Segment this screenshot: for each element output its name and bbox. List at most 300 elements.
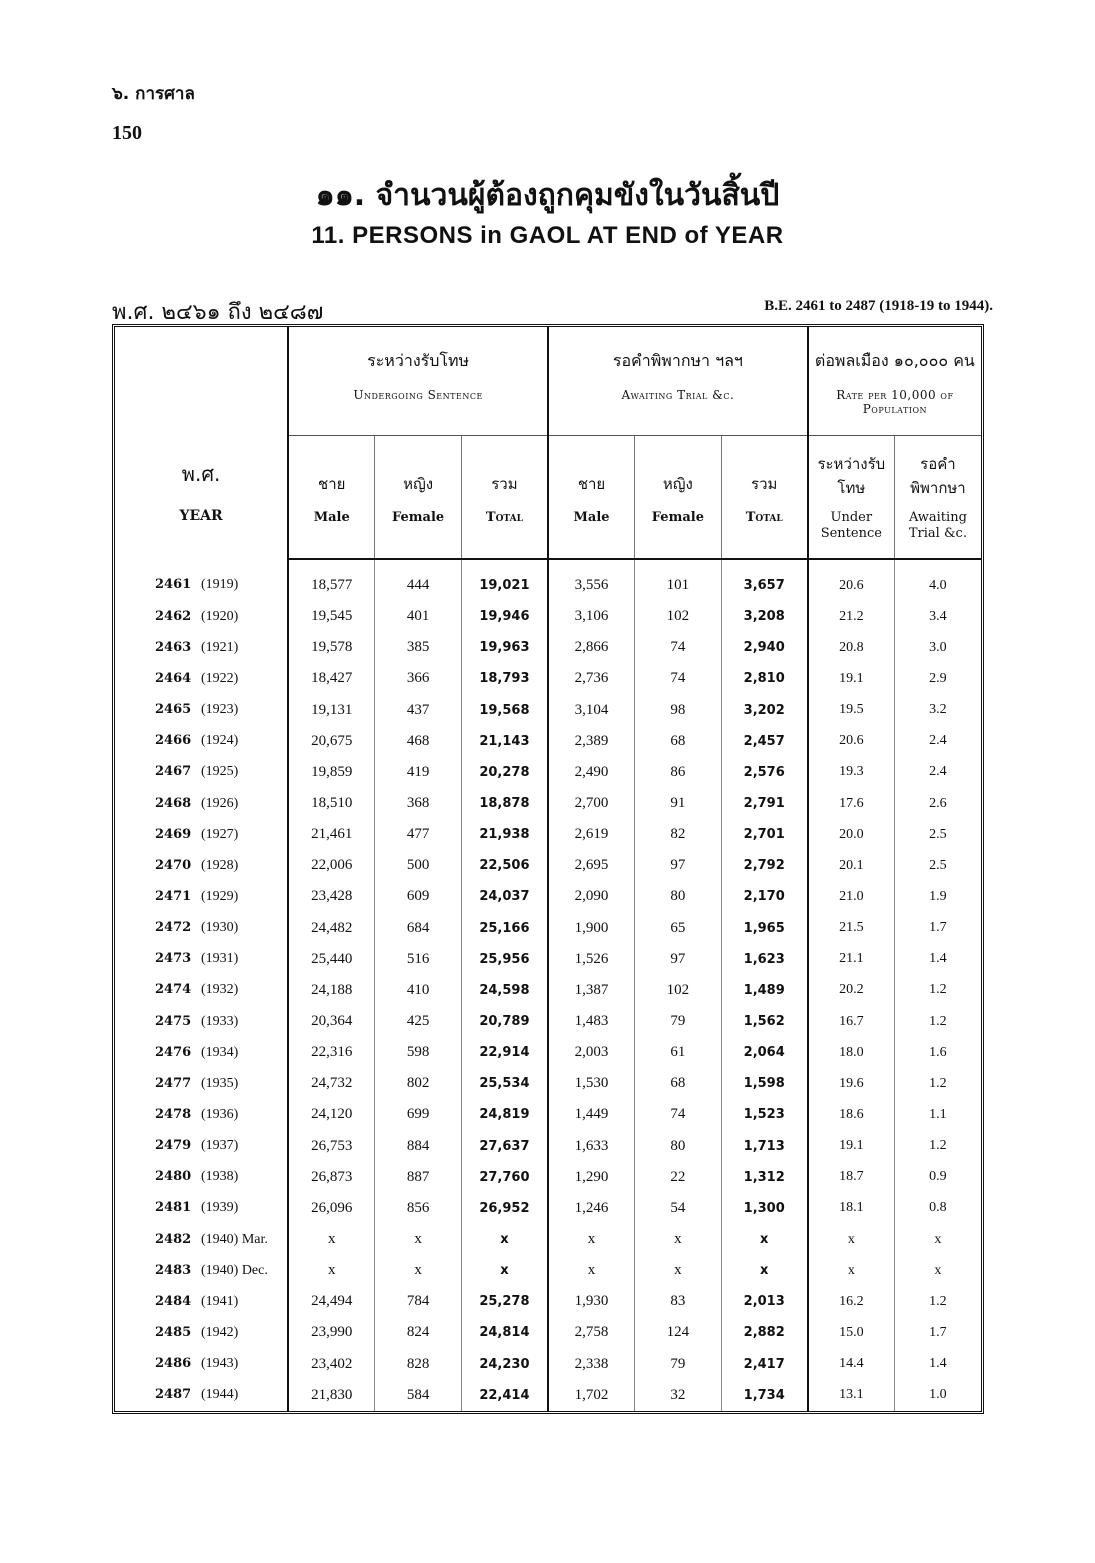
awaiting-female-cell: 79 [635,1349,722,1380]
undergoing-total-cell: 19,963 [461,632,548,663]
awaiting-female-cell: 65 [635,913,722,944]
rate-under-sentence-cell: 19.6 [808,1068,895,1099]
undergoing-female-cell: 516 [375,944,462,975]
year-cell [115,1286,288,1317]
undergoing-total-cell: x [461,1255,548,1286]
awaiting-male-cell: x [548,1224,635,1255]
group-awaiting-thai: รอคำพิพากษา ฯลฯ [612,351,743,370]
undergoing-male-cell: x [288,1255,375,1286]
undergoing-male-cell: 24,732 [288,1068,375,1099]
awaiting-male-cell: 2,758 [548,1317,635,1348]
awaiting-female-cell: 97 [635,850,722,881]
undergoing-female-cell: 856 [375,1193,462,1224]
rate-under-sentence-cell: 19.3 [808,757,895,788]
common-era-year: (1937) [201,1138,239,1154]
common-era-year: (1934) [201,1044,239,1060]
awaiting-total-cell: 1,312 [721,1162,808,1193]
table-row [115,850,981,881]
rate-under-sentence-cell: 20.0 [808,819,895,850]
rate-awaiting-trial-cell: 1.2 [894,1131,981,1162]
undergoing-total-cell: 24,819 [461,1099,548,1130]
undergoing-female-cell: 828 [375,1349,462,1380]
undergoing-male-cell: 23,428 [288,881,375,912]
undergoing-female-cell: 425 [375,1006,462,1037]
undergoing-total-cell: 24,598 [461,975,548,1006]
awaiting-male-cell: 2,866 [548,632,635,663]
rate-awaiting-trial-cell: 0.8 [894,1193,981,1224]
undergoing-total-cell: x [461,1224,548,1255]
year-cell [115,1068,288,1099]
year-cell [115,1193,288,1224]
rate-under-sentence-cell: 20.1 [808,850,895,881]
common-era-year: (1929) [201,888,239,904]
table-row [115,1162,981,1193]
undergoing-female-cell: 366 [375,663,462,694]
undergoing-female-cell: 401 [375,601,462,632]
common-era-year: (1932) [201,982,239,998]
rate-awaiting-trial-cell: x [894,1255,981,1286]
awaiting-total-cell: 2,170 [721,881,808,912]
year-cell [115,975,288,1006]
subheader-undergoing-total [461,436,548,560]
undergoing-total-cell: 19,946 [461,601,548,632]
rate-under-sentence-cell: 21.0 [808,881,895,912]
undergoing-female-cell: 802 [375,1068,462,1099]
table-row [115,1380,981,1411]
rate-awaiting-trial-cell: 2.4 [894,757,981,788]
awaiting-total-cell: 2,882 [721,1317,808,1348]
undergoing-male-cell: 24,120 [288,1099,375,1130]
awaiting-female-cell: 83 [635,1286,722,1317]
year-cell [115,881,288,912]
awaiting-female-cell: x [635,1224,722,1255]
undergoing-male-cell: 19,545 [288,601,375,632]
subheader-label-thai: รวม [491,475,518,493]
year-cell [115,726,288,757]
group-header-rate [808,327,981,436]
undergoing-female-cell: 385 [375,632,462,663]
year-cell [115,1255,288,1286]
common-era-year: (1923) [201,702,239,718]
awaiting-male-cell: 2,389 [548,726,635,757]
table-row [115,757,981,788]
year-column-header [115,327,288,559]
table-title-thai: ๑๑. จำนวนผู้ต้องถูกคุมขังในวันสิ้นปี [315,178,780,213]
awaiting-female-cell: 61 [635,1037,722,1068]
subheader-label-thai: หญิง [662,475,693,493]
undergoing-male-cell: 24,482 [288,913,375,944]
common-era-year: (1927) [201,826,239,842]
undergoing-female-cell: 884 [375,1131,462,1162]
rate-awaiting-trial-cell: 2.5 [894,819,981,850]
group-rate-english: Rate per 10,000 of Population [836,388,954,416]
awaiting-female-cell: 68 [635,1068,722,1099]
rate-awaiting-trial-cell: 2.6 [894,788,981,819]
subheader-label-thai: ชาย [318,475,346,493]
table-row [115,632,981,663]
undergoing-male-cell: 23,402 [288,1349,375,1380]
rate-awaiting-trial-cell: 1.2 [894,975,981,1006]
buddhist-era-year: 2467 [155,764,192,780]
year-cell [115,850,288,881]
awaiting-male-cell: 2,700 [548,788,635,819]
common-era-year: (1942) [201,1324,239,1340]
undergoing-male-cell: 21,830 [288,1380,375,1411]
common-era-year: (1919) [201,577,239,593]
awaiting-male-cell: 3,556 [548,559,635,601]
statistics-table [112,324,984,1414]
undergoing-male-cell: 22,316 [288,1037,375,1068]
subheader-label-english: Total [745,510,783,525]
buddhist-era-year: 2485 [155,1324,192,1340]
rate-awaiting-trial-cell: 1.9 [894,881,981,912]
common-era-year: (1928) [201,857,239,873]
awaiting-total-cell: x [721,1255,808,1286]
table-title-english: 11. PERSONS in GAOL AT END of YEAR [311,222,784,249]
year-cell [115,663,288,694]
year-cell [115,601,288,632]
undergoing-male-cell: 26,873 [288,1162,375,1193]
undergoing-total-cell: 21,143 [461,726,548,757]
undergoing-male-cell: 18,577 [288,559,375,601]
awaiting-total-cell: 1,623 [721,944,808,975]
undergoing-female-cell: 699 [375,1099,462,1130]
awaiting-male-cell: 2,619 [548,819,635,850]
awaiting-male-cell: 1,246 [548,1193,635,1224]
table-row [115,1006,981,1037]
awaiting-total-cell: 2,064 [721,1037,808,1068]
undergoing-female-cell: 609 [375,881,462,912]
awaiting-female-cell: 68 [635,726,722,757]
table-row [115,944,981,975]
awaiting-total-cell: 1,523 [721,1099,808,1130]
awaiting-total-cell: 3,657 [721,559,808,601]
year-header-thai: พ.ศ. [181,462,221,486]
awaiting-total-cell: 1,300 [721,1193,808,1224]
undergoing-male-cell: 19,859 [288,757,375,788]
undergoing-total-cell: 19,568 [461,695,548,726]
awaiting-male-cell: 2,736 [548,663,635,694]
subheader-awaiting-total [721,436,808,560]
buddhist-era-year: 2487 [155,1387,192,1403]
awaiting-total-cell: 3,202 [721,695,808,726]
undergoing-total-cell: 22,914 [461,1037,548,1068]
rate-awaiting-trial-cell: 1.2 [894,1006,981,1037]
undergoing-male-cell: 19,131 [288,695,375,726]
awaiting-male-cell: 1,526 [548,944,635,975]
common-era-year: (1930) [201,920,239,936]
undergoing-total-cell: 27,637 [461,1131,548,1162]
undergoing-male-cell: 19,578 [288,632,375,663]
undergoing-female-cell: 437 [375,695,462,726]
year-cell [115,1224,288,1255]
group-undergoing-english: Undergoing Sentence [353,388,483,402]
awaiting-total-cell: 2,013 [721,1286,808,1317]
group-rate-thai: ต่อพลเมือง ๑๐,๐๐๐ คน [814,351,975,370]
undergoing-total-cell: 27,760 [461,1162,548,1193]
buddhist-era-year: 2472 [155,920,192,936]
subheader-label-thai: ระหว่างรับโทษ [817,455,886,497]
undergoing-total-cell: 19,021 [461,559,548,601]
undergoing-total-cell: 25,956 [461,944,548,975]
undergoing-male-cell: 20,364 [288,1006,375,1037]
subheader-label-english: Male [313,510,350,525]
awaiting-male-cell: 1,702 [548,1380,635,1411]
year-cell [115,695,288,726]
rate-awaiting-trial-cell: 1.2 [894,1286,981,1317]
awaiting-total-cell: 2,457 [721,726,808,757]
rate-awaiting-trial-cell: 3.0 [894,632,981,663]
awaiting-male-cell: 2,003 [548,1037,635,1068]
awaiting-total-cell: 2,940 [721,632,808,663]
buddhist-era-year: 2463 [155,639,192,655]
table-row [115,881,981,912]
awaiting-female-cell: 124 [635,1317,722,1348]
subheader-label-english: Male [573,510,610,525]
awaiting-female-cell: 80 [635,1131,722,1162]
rate-awaiting-trial-cell: 1.7 [894,913,981,944]
awaiting-total-cell: 1,562 [721,1006,808,1037]
rate-under-sentence-cell: 19.1 [808,1131,895,1162]
awaiting-female-cell: 101 [635,559,722,601]
rate-under-sentence-cell: 21.2 [808,601,895,632]
table-row [115,695,981,726]
undergoing-total-cell: 24,230 [461,1349,548,1380]
rate-under-sentence-cell: 17.6 [808,788,895,819]
rate-under-sentence-cell: 16.2 [808,1286,895,1317]
undergoing-male-cell: 25,440 [288,944,375,975]
common-era-year: (1921) [201,639,239,655]
awaiting-female-cell: 98 [635,695,722,726]
period-english: B.E. 2461 to 2487 (1918-19 to 1944). [764,298,993,314]
awaiting-total-cell: 3,208 [721,601,808,632]
table-row [115,559,981,601]
awaiting-male-cell: 1,930 [548,1286,635,1317]
common-era-year: (1922) [201,670,239,686]
awaiting-female-cell: 102 [635,601,722,632]
awaiting-total-cell: 1,734 [721,1380,808,1411]
rate-under-sentence-cell: 20.6 [808,726,895,757]
awaiting-male-cell: 1,290 [548,1162,635,1193]
subheader-awaiting-male [548,436,635,560]
undergoing-total-cell: 20,789 [461,1006,548,1037]
subheader-label-english: Female [391,510,445,525]
rate-under-sentence-cell: 18.0 [808,1037,895,1068]
undergoing-male-cell: 20,675 [288,726,375,757]
rate-under-sentence-cell: 21.5 [808,913,895,944]
year-cell [115,757,288,788]
awaiting-total-cell: 1,489 [721,975,808,1006]
undergoing-male-cell: 24,188 [288,975,375,1006]
undergoing-total-cell: 18,793 [461,663,548,694]
awaiting-male-cell: 3,106 [548,601,635,632]
undergoing-total-cell: 21,938 [461,819,548,850]
subheader-label-thai: หญิง [403,475,434,493]
awaiting-total-cell: 1,713 [721,1131,808,1162]
table-body [115,559,981,1411]
table-row [115,1255,981,1286]
awaiting-total-cell: 2,792 [721,850,808,881]
buddhist-era-year: 2476 [155,1044,192,1060]
buddhist-era-year: 2481 [155,1200,192,1216]
awaiting-male-cell: x [548,1255,635,1286]
rate-under-sentence-cell: 13.1 [808,1380,895,1411]
subheader-label-english: Female [651,510,704,525]
buddhist-era-year: 2465 [155,702,192,718]
undergoing-female-cell: 598 [375,1037,462,1068]
undergoing-female-cell: 887 [375,1162,462,1193]
year-cell [115,1317,288,1348]
common-era-year: (1936) [201,1106,239,1122]
subheader-rate-under-sentence [808,436,895,560]
table-row [115,726,981,757]
undergoing-female-cell: 419 [375,757,462,788]
common-era-year: (1940) Dec. [201,1262,268,1278]
awaiting-female-cell: 32 [635,1380,722,1411]
rate-awaiting-trial-cell: 1.4 [894,944,981,975]
group-header-undergoing [288,327,548,436]
rate-under-sentence-cell: 19.5 [808,695,895,726]
rate-awaiting-trial-cell: 0.9 [894,1162,981,1193]
undergoing-female-cell: 784 [375,1286,462,1317]
awaiting-male-cell: 1,483 [548,1006,635,1037]
year-cell [115,788,288,819]
table-row [115,1037,981,1068]
awaiting-male-cell: 1,387 [548,975,635,1006]
rate-awaiting-trial-cell: 1.2 [894,1068,981,1099]
year-cell [115,1380,288,1411]
awaiting-male-cell: 2,695 [548,850,635,881]
awaiting-female-cell: 79 [635,1006,722,1037]
awaiting-female-cell: 102 [635,975,722,1006]
running-head: ๖. การศาล [112,84,195,104]
subheader-awaiting-female [635,436,722,560]
awaiting-total-cell: 2,791 [721,788,808,819]
table-row [115,601,981,632]
undergoing-total-cell: 25,278 [461,1286,548,1317]
undergoing-total-cell: 25,166 [461,913,548,944]
table-row [115,1224,981,1255]
buddhist-era-year: 2461 [155,577,192,593]
subheader-label-thai: รวม [751,475,778,493]
buddhist-era-year: 2470 [155,857,192,873]
undergoing-total-cell: 24,037 [461,881,548,912]
rate-awaiting-trial-cell: 1.6 [894,1037,981,1068]
rate-awaiting-trial-cell: 4.0 [894,559,981,601]
undergoing-total-cell: 26,952 [461,1193,548,1224]
undergoing-male-cell: x [288,1224,375,1255]
undergoing-male-cell: 26,096 [288,1193,375,1224]
undergoing-total-cell: 22,414 [461,1380,548,1411]
undergoing-male-cell: 22,006 [288,850,375,881]
awaiting-female-cell: 54 [635,1193,722,1224]
undergoing-male-cell: 23,990 [288,1317,375,1348]
undergoing-total-cell: 25,534 [461,1068,548,1099]
table-row [115,663,981,694]
undergoing-female-cell: 500 [375,850,462,881]
buddhist-era-year: 2466 [155,733,192,749]
subheader-label-english: Total [485,510,523,525]
rate-under-sentence-cell: x [808,1255,895,1286]
common-era-year: (1944) [201,1387,239,1403]
table-row [115,1099,981,1130]
year-cell [115,913,288,944]
undergoing-female-cell: 684 [375,913,462,944]
undergoing-male-cell: 24,494 [288,1286,375,1317]
awaiting-female-cell: 74 [635,632,722,663]
rate-awaiting-trial-cell: 2.5 [894,850,981,881]
year-cell [115,819,288,850]
buddhist-era-year: 2477 [155,1075,192,1091]
year-cell [115,944,288,975]
awaiting-male-cell: 2,490 [548,757,635,788]
year-cell [115,559,288,601]
rate-under-sentence-cell: 15.0 [808,1317,895,1348]
awaiting-total-cell: 2,417 [721,1349,808,1380]
awaiting-total-cell: 1,965 [721,913,808,944]
undergoing-total-cell: 22,506 [461,850,548,881]
undergoing-male-cell: 18,427 [288,663,375,694]
awaiting-female-cell: 97 [635,944,722,975]
table-row [115,819,981,850]
undergoing-total-cell: 24,814 [461,1317,548,1348]
common-era-year: (1938) [201,1169,239,1185]
awaiting-female-cell: x [635,1255,722,1286]
common-era-year: (1933) [201,1013,239,1029]
rate-under-sentence-cell: 18.7 [808,1162,895,1193]
rate-awaiting-trial-cell: 3.4 [894,601,981,632]
rate-under-sentence-cell: 20.2 [808,975,895,1006]
common-era-year: (1926) [201,795,239,811]
buddhist-era-year: 2474 [155,982,192,998]
undergoing-female-cell: 477 [375,819,462,850]
rate-under-sentence-cell: 18.6 [808,1099,895,1130]
buddhist-era-year: 2484 [155,1293,192,1309]
subheader-label-thai: รอคำพิพากษา [910,455,966,497]
table-row [115,1193,981,1224]
awaiting-female-cell: 74 [635,663,722,694]
undergoing-female-cell: 584 [375,1380,462,1411]
table-row [115,1349,981,1380]
table-row [115,1068,981,1099]
undergoing-female-cell: 368 [375,788,462,819]
year-cell [115,1349,288,1380]
buddhist-era-year: 2471 [155,888,192,904]
period-thai: พ.ศ. ๒๔๖๑ ถึง ๒๔๘๗ [112,300,324,325]
common-era-year: (1940) Mar. [201,1231,268,1247]
buddhist-era-year: 2469 [155,826,192,842]
persons-in-gaol-table [115,327,981,1411]
subheader-undergoing-female [375,436,462,560]
rate-awaiting-trial-cell: 2.9 [894,663,981,694]
undergoing-female-cell: x [375,1224,462,1255]
awaiting-male-cell: 1,900 [548,913,635,944]
buddhist-era-year: 2473 [155,951,192,967]
awaiting-male-cell: 3,104 [548,695,635,726]
table-row [115,1286,981,1317]
undergoing-female-cell: 444 [375,559,462,601]
common-era-year: (1931) [201,951,239,967]
year-cell [115,1006,288,1037]
table-row [115,913,981,944]
undergoing-male-cell: 21,461 [288,819,375,850]
buddhist-era-year: 2479 [155,1138,192,1154]
subheader-rate-awaiting-trial [894,436,981,560]
buddhist-era-year: 2478 [155,1106,192,1122]
common-era-year: (1925) [201,764,239,780]
awaiting-female-cell: 82 [635,819,722,850]
common-era-year: (1924) [201,733,239,749]
